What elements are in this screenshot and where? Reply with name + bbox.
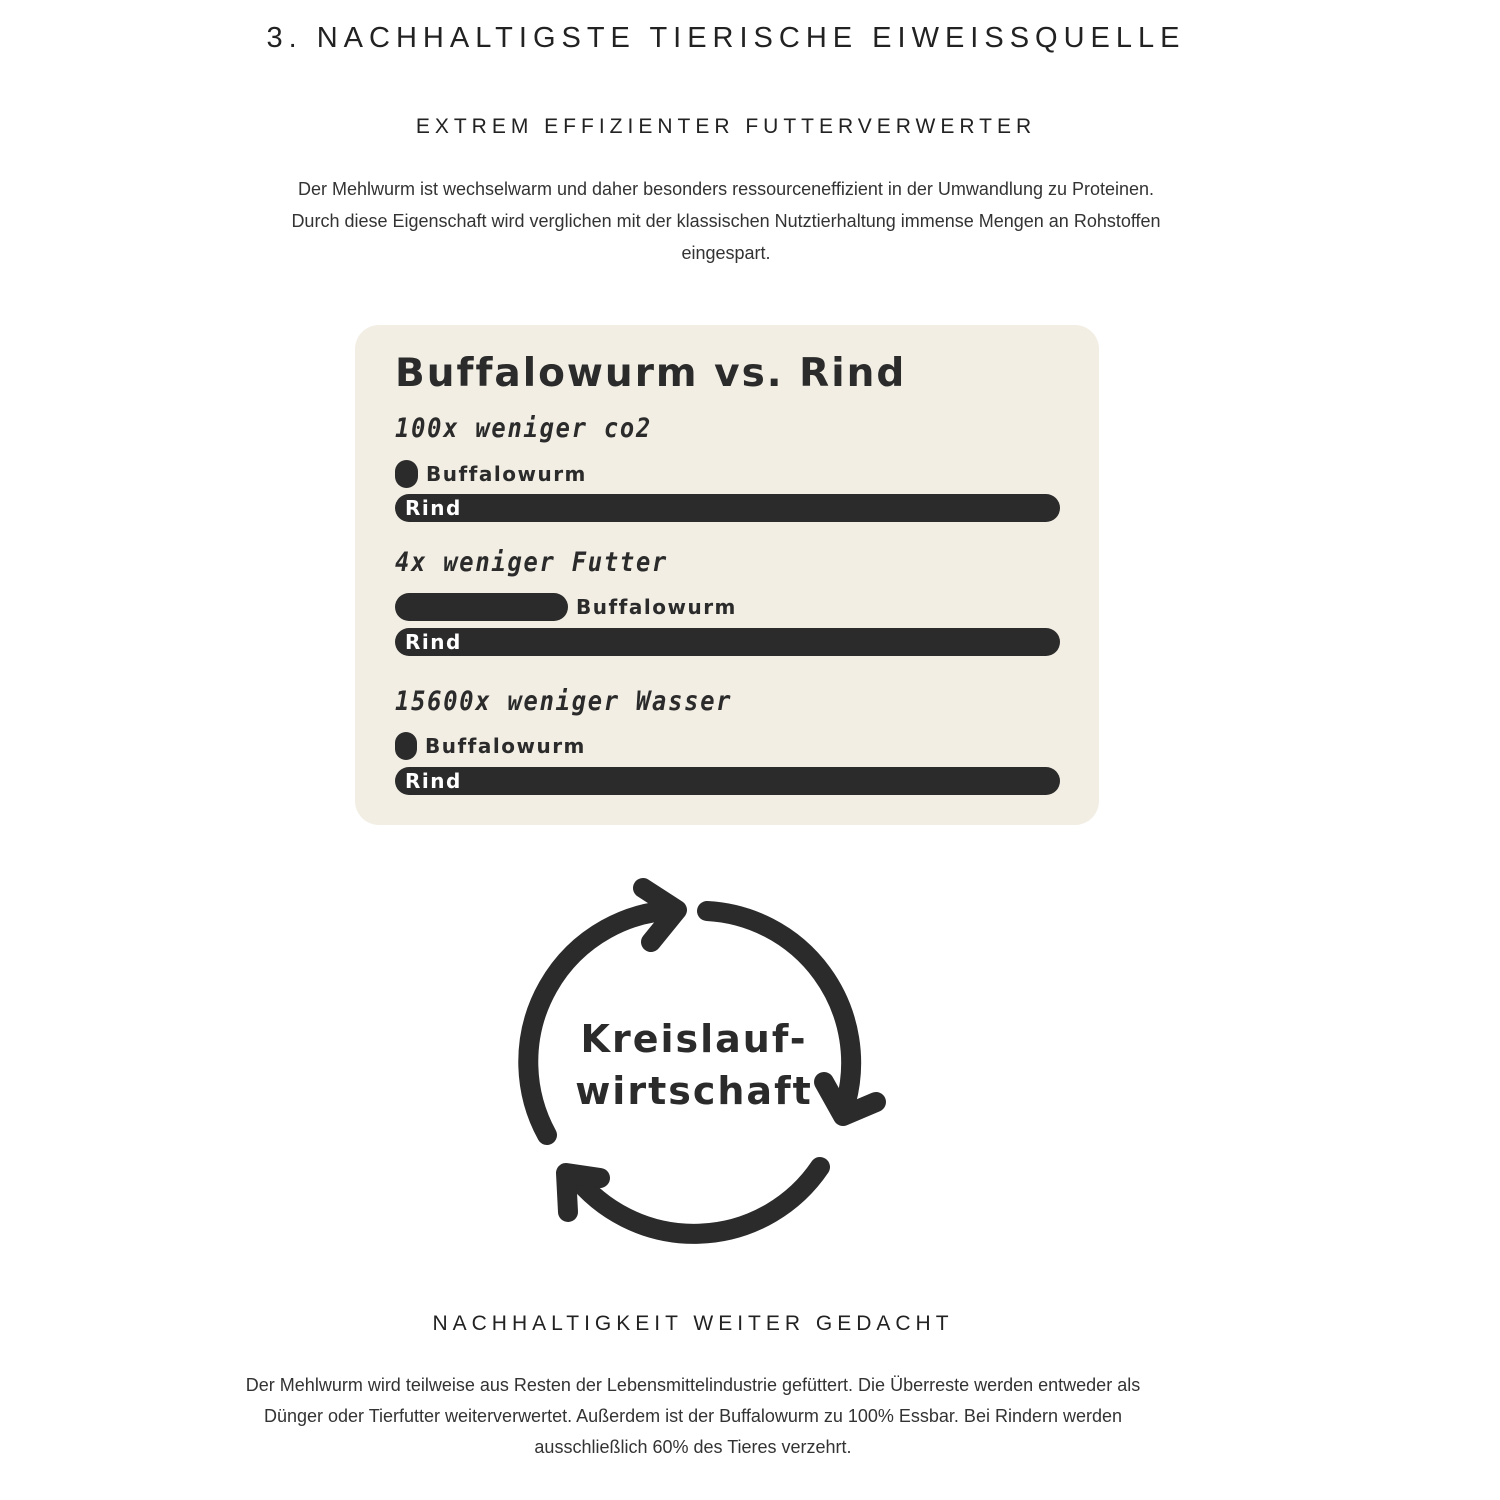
bar-cow-co2-label: Rind <box>405 496 462 520</box>
sustainability-section-paragraph: Der Mehlwurm wird teilweise aus Resten der Lebensmittelindustrie gefüttert. Die Überreste werden entweder als Dünger oder Tierfutter weiterverwertet. Außerdem ist der Buffalowurm zu 100% Essbar. Bei Rindern werden ausschließlich 60% des Tieres verzehrt. <box>245 1375 1141 1457</box>
cycle-text-line2: wirtschaft <box>575 1069 813 1113</box>
metric-label-wasser: 15600x weniger Wasser <box>395 686 733 717</box>
cycle-arrow-bottom <box>574 1167 820 1234</box>
feed-section-paragraph: Der Mehlwurm ist wechselwarm und daher besonders ressourceneffizient in der Umwandlung zu Proteinen. Durch diese Eigenschaft wird verglichen mit der klassischen Nutztierhaltung immense Mengen an Rohstoffen eingespart. <box>291 179 1161 263</box>
metric-label-co2: 100x weniger co2 <box>395 413 653 444</box>
metric-label-futter: 4x weniger Futter <box>395 547 669 578</box>
comparison-title: Buffalowurm vs. Rind <box>395 351 907 396</box>
bar-worm-wasser-label: Buffalowurm <box>425 734 586 758</box>
bar-cow-futter <box>395 628 1060 656</box>
bar-worm-wasser <box>395 732 417 760</box>
bar-cow-wasser-label: Rind <box>405 769 462 793</box>
circular-economy-graphic <box>510 870 890 1260</box>
cycle-text-line1: Kreislauf- <box>580 1017 808 1061</box>
bar-worm-co2 <box>395 460 418 488</box>
bar-cow-futter-label: Rind <box>405 630 462 654</box>
feed-section-heading: EXTREM EFFIZIENTER FUTTERVERWERTER <box>415 115 1037 138</box>
bar-worm-co2-label: Buffalowurm <box>426 462 587 486</box>
bar-worm-futter <box>395 593 568 621</box>
sustainability-section-heading: NACHHALTIGKEIT WEITER GEDACHT <box>432 1312 954 1335</box>
bar-cow-co2 <box>395 494 1060 522</box>
comparison-card <box>355 325 1099 825</box>
bar-cow-wasser <box>395 767 1060 795</box>
bar-worm-futter-label: Buffalowurm <box>576 595 737 619</box>
section-title: 3. NACHHALTIGSTE TIERISCHE EIWEISSQUELLE <box>266 22 1186 54</box>
